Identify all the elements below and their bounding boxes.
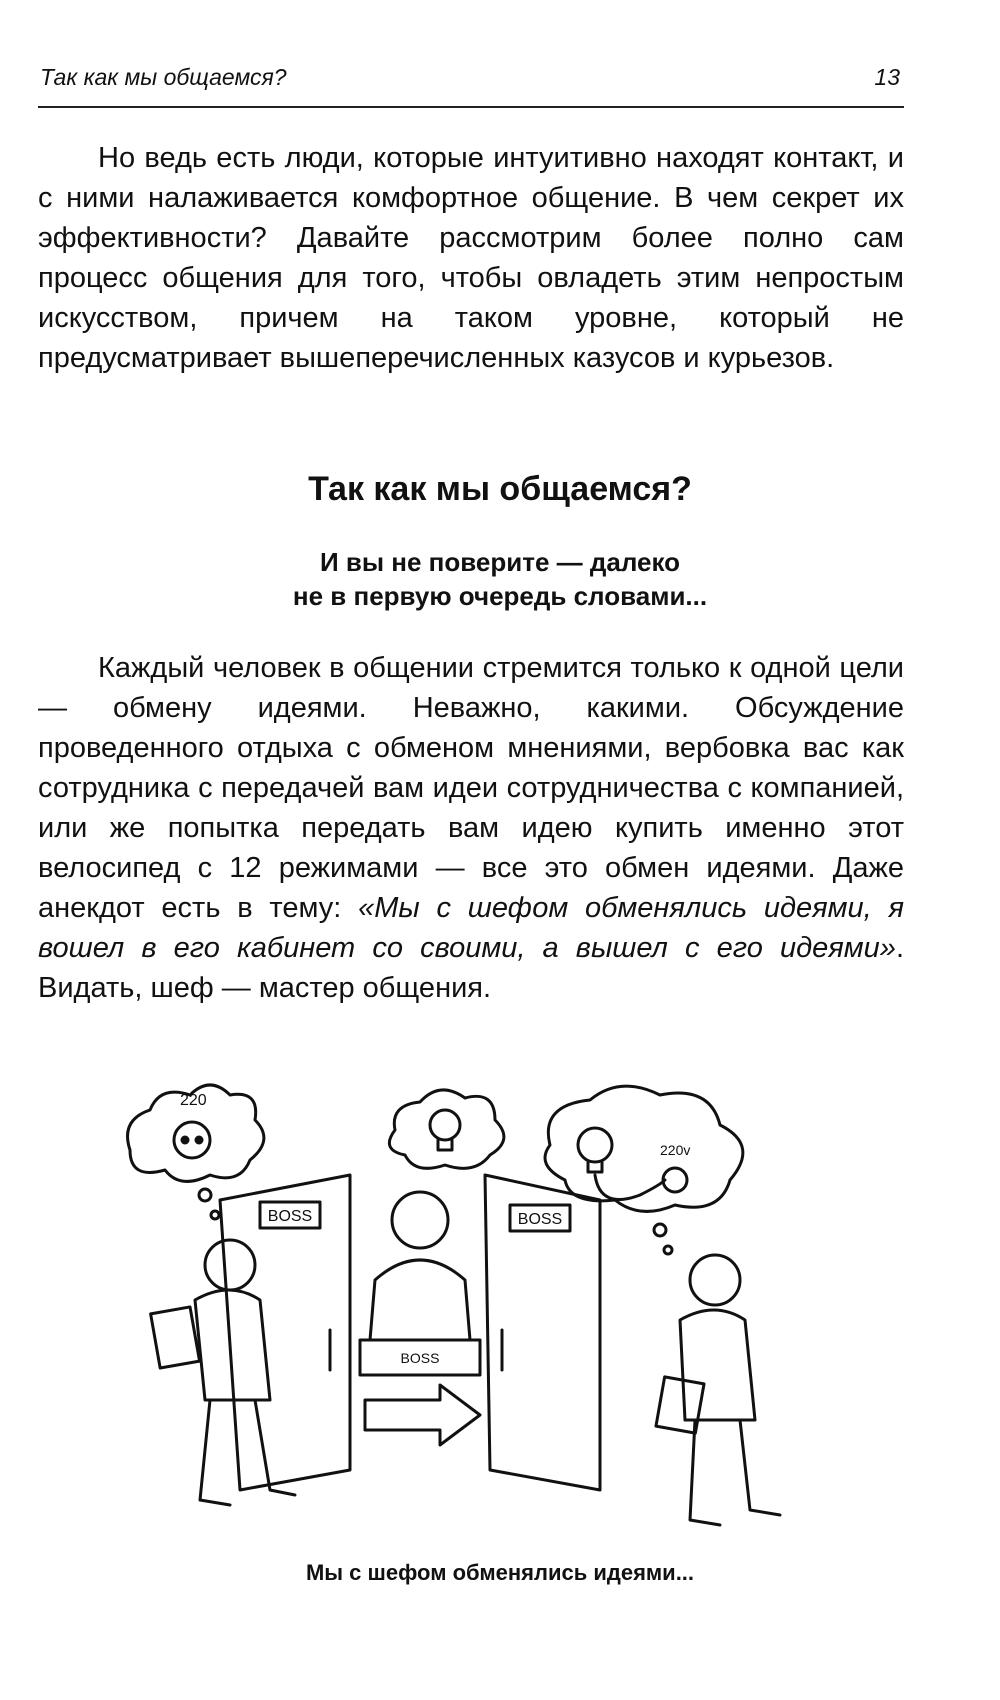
right-door-sign: BOSS [517, 1211, 563, 1228]
socket-icon [174, 1122, 210, 1158]
paragraph-intro [38, 138, 904, 378]
lightbulb-icon-center [430, 1110, 460, 1140]
boss-head [392, 1192, 448, 1248]
right-man-body [680, 1310, 755, 1420]
paragraph-intro-text: Но ведь есть люди, которые интуитивно находят контакт, и с ними налаживается комфортное общение. В чем секрет их эффективности? Давайте рассмотрим более полно сам процесс общения для того, чтобы овладеть этим непростым искусством, причем на таком уровне, который не предусматривает вышеперечисленных казусов и курьезов. [38, 142, 904, 374]
left-man-head [205, 1240, 255, 1290]
section-subtitle-line2: не в первую очередь словами... [292, 581, 708, 611]
running-header [38, 62, 904, 108]
paragraph-ideas [38, 648, 904, 1008]
running-title: Так как мы общаемся? [40, 64, 287, 90]
right-man-head [690, 1255, 740, 1305]
arrow-icon [365, 1385, 480, 1445]
figure-caption: Мы с шефом обменялись идеями... [305, 1560, 695, 1585]
lightbulb-icon-right [578, 1128, 612, 1162]
plug-socket-icon [663, 1168, 687, 1192]
section-title: Так как мы общаемся? [308, 470, 692, 508]
anecdote-quote: «Мы с шефом обменялись идеями, я вошел в его кабинет со своими, а вышел с его идеями» [38, 892, 904, 964]
paragraph-ideas-ending: . Видать, шеф — мастер общения. [38, 932, 904, 1004]
paragraph-ideas-text: Каждый человек в общении стремится только к одной цели — обмену идеями. Неважно, какими. Обсуждение проведенного отдыха с обменом мнениями, вербовка вас как сотрудника с передачей вам идеи сотрудничества с компанией, или же попытка передать вам идею купить именно этот велосипед с 12 режимами — все это обмен идеями. Даже анекдот есть в тему: [38, 652, 904, 924]
right-thought-text: 220v [660, 1142, 691, 1158]
section-subtitle-line1: И вы не поверите — далеко [319, 547, 681, 577]
center-thought-cloud [389, 1090, 504, 1168]
left-door-sign: BOSS [267, 1208, 313, 1225]
section-subtitle [0, 545, 1000, 613]
page-number: 13 [874, 64, 900, 90]
desk-sign: BOSS [400, 1350, 440, 1366]
boss-body [370, 1260, 470, 1340]
left-thought-text: 220 [180, 1092, 207, 1109]
cartoon-illustration [120, 1080, 920, 1550]
